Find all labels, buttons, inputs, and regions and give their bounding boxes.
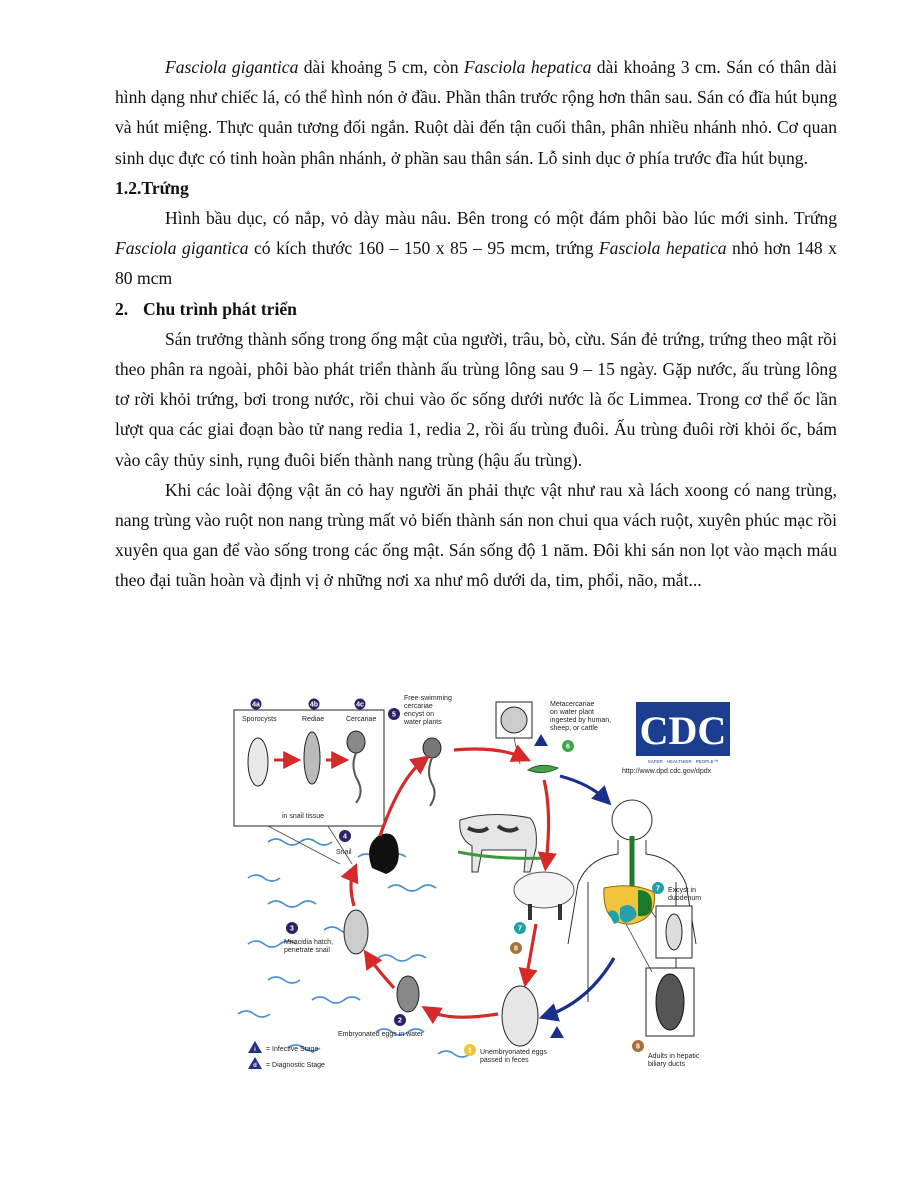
label-metacercariae-3: ingested by human, bbox=[550, 717, 612, 724]
svg-text:8: 8 bbox=[514, 945, 518, 953]
adult-fluke-drawing bbox=[656, 974, 684, 1030]
svg-text:i: i bbox=[254, 1047, 256, 1053]
label-metacercariae-1: Metacercariae bbox=[550, 701, 595, 708]
heading-title: Chu trình phát triển bbox=[143, 298, 297, 319]
label-in-snail-tissue: in snail tissue bbox=[282, 813, 325, 820]
legend-diagnostic-marker bbox=[248, 1057, 262, 1069]
sheep-leg bbox=[558, 904, 562, 920]
paragraph-morphology bbox=[115, 52, 837, 173]
svg-text:7: 7 bbox=[656, 885, 660, 893]
stage-badge-5 bbox=[388, 708, 400, 720]
stage-badge-7-left bbox=[514, 922, 526, 934]
stage-badge-4b bbox=[309, 699, 320, 710]
cycle-arrows bbox=[351, 749, 614, 1017]
svg-text:d: d bbox=[253, 1063, 257, 1069]
svg-text:8: 8 bbox=[636, 1043, 640, 1051]
metacercaria-drawing bbox=[501, 707, 527, 733]
heading-eggs bbox=[115, 173, 837, 203]
text-span: có kích thước 160 – 150 x 85 – 95 mcm, trứng bbox=[248, 238, 599, 259]
svg-text:6: 6 bbox=[566, 743, 570, 751]
text-span: Hình bầu dục, có nắp, vỏ dày màu nâu. Bên trong có một đám phôi bào lúc mới sinh. Trứng bbox=[165, 208, 837, 229]
species-name: Fasciola gigantica bbox=[115, 238, 249, 259]
unembryonated-egg-drawing bbox=[502, 986, 538, 1046]
species-name: Fasciola hepatica bbox=[598, 238, 727, 259]
document-body bbox=[115, 52, 837, 596]
legend-diagnostic: = Diagnostic Stage bbox=[266, 1062, 325, 1069]
stage-badge-6 bbox=[562, 740, 574, 752]
water-plant-drawing bbox=[528, 765, 558, 772]
label-snail: Snail bbox=[336, 849, 352, 856]
cdc-url: http://www.dpd.cdc.gov/dpdx bbox=[622, 768, 712, 775]
text-span: dài khoảng 5 cm, còn bbox=[298, 57, 464, 77]
stage-badge-1 bbox=[464, 1044, 476, 1056]
svg-text:3: 3 bbox=[290, 925, 294, 933]
label-rediae: Rediae bbox=[302, 716, 325, 723]
label-free-swimming-1: Free-swimming bbox=[404, 695, 452, 702]
heading-number: 1.2. bbox=[115, 177, 142, 198]
svg-text:5: 5 bbox=[392, 711, 396, 719]
label-embryonated: Embryonated eggs in water bbox=[338, 1031, 424, 1038]
label-sporocysts: Sporocysts bbox=[242, 716, 277, 723]
free-cercaria-tail bbox=[429, 758, 435, 806]
sheep-drawing bbox=[514, 872, 574, 908]
stage-badge-8-left bbox=[510, 942, 522, 954]
label-miracidia-1: Miracidia hatch, bbox=[284, 939, 334, 946]
legend-infective: = Infective Stage bbox=[266, 1046, 319, 1053]
miracidium-drawing bbox=[344, 910, 368, 954]
label-free-swimming-2: cercariae bbox=[404, 703, 433, 710]
stage-badge-4 bbox=[339, 830, 351, 842]
label-metacercariae-4: sheep, or cattle bbox=[550, 725, 598, 732]
sheep-leg bbox=[528, 904, 532, 920]
paragraph-eggs bbox=[115, 203, 837, 294]
label-metacercariae-2: on water plant bbox=[550, 709, 594, 716]
svg-text:4c: 4c bbox=[356, 701, 364, 709]
infective-stage-marker bbox=[534, 734, 548, 746]
svg-text:4: 4 bbox=[343, 833, 347, 841]
life-cycle-diagram bbox=[228, 692, 748, 1080]
label-cercariae: Cercariae bbox=[346, 716, 377, 723]
sporocyst-drawing bbox=[248, 738, 268, 786]
stage-badge-8-right bbox=[632, 1040, 644, 1052]
label-excyst-2: duodenum bbox=[668, 895, 702, 902]
label-excyst-1: Excyst in bbox=[668, 887, 697, 894]
stage-badge-4a bbox=[251, 699, 262, 710]
juvenile-fluke-drawing bbox=[666, 914, 682, 950]
redia-drawing bbox=[304, 732, 320, 784]
text-span: nhỏ hơn 148 x 80 mcm bbox=[115, 238, 837, 289]
heading-number: 2. bbox=[115, 298, 129, 319]
svg-text:1: 1 bbox=[468, 1047, 472, 1055]
label-unembryonated-1: Unembryonated eggs bbox=[480, 1049, 547, 1056]
label-adults-2: biliary ducts bbox=[648, 1061, 685, 1068]
cdc-logo-text: CDC bbox=[639, 708, 727, 753]
stage-badge-7-right bbox=[652, 882, 664, 894]
diagnostic-stage-marker bbox=[550, 1026, 564, 1038]
svg-text:2: 2 bbox=[398, 1017, 402, 1025]
heading-title: Trứng bbox=[141, 177, 189, 198]
snail-drawing bbox=[369, 834, 399, 874]
inset-pointer bbox=[514, 738, 520, 764]
species-name: Fasciola hepatica bbox=[463, 57, 592, 77]
stage-badge-3 bbox=[286, 922, 298, 934]
label-unembryonated-2: passed in feces bbox=[480, 1057, 529, 1064]
label-free-swimming-3: encyst on bbox=[404, 711, 434, 718]
paragraph-life-cycle-1: Sán trưởng thành sống trong ống mật của người, trâu, bò, cừu. Sán đẻ trứng, trứng theo mật rồi theo phân ra ngoài, phôi bào phát triển thành ấu trùng lông sau 9 – 15 ngày. Gặp nước, ấu trùng lông tơ rời khỏi trứng, bơi trong nước, rồi chui vào ốc sống dưới nước là ốc Limmea. Trong cơ thể ốc lần lượt qua các giai đoạn bào tử nang redia 1, redia 2, rồi ấu trùng đuôi. Ấu trùng đuôi rời khỏi ốc, bám vào cây thủy sinh, rụng đuôi biến thành nang trùng (hậu ấu trùng). bbox=[115, 328, 837, 470]
text-span: dài khoảng 3 cm. Sán có thân dài hình dạng như chiếc lá, có thể hình nón ở đầu. Phần thân trước rộng hơn thân sau. Sán có đĩa hút bụng và hút miệng. Thực quản tương đối ngắn. Ruột dài đến tận cuối thân, phân nhiều nhánh nhỏ. Cơ quan sinh dục đực có tinh hoàn phân nhánh, ở phần sau thân sán. Lỗ sinh dục ở phía trước đĩa hút bụng. bbox=[115, 57, 837, 168]
cdc-tagline: SAFER · HEALTHIER · PEOPLE™ bbox=[647, 759, 719, 764]
heading-life-cycle bbox=[115, 294, 837, 324]
cercaria-drawing bbox=[347, 731, 365, 753]
inset-pointer bbox=[268, 826, 340, 864]
species-name: Fasciola gigantica bbox=[165, 57, 299, 77]
label-free-swimming-4: water plants bbox=[404, 719, 442, 726]
free-cercaria-drawing bbox=[423, 738, 441, 758]
inset-pointer bbox=[626, 924, 652, 972]
svg-text:4a: 4a bbox=[252, 701, 260, 709]
legend-infective-marker bbox=[248, 1041, 262, 1053]
svg-text:7: 7 bbox=[518, 925, 522, 933]
label-miracidia-2: penetrate snail bbox=[284, 947, 330, 954]
stage-badge-2 bbox=[394, 1014, 406, 1026]
embryonated-egg-drawing bbox=[397, 976, 419, 1012]
svg-text:4b: 4b bbox=[309, 701, 319, 709]
label-adults-1: Adults in hepatic bbox=[648, 1053, 700, 1060]
paragraph-life-cycle-2: Khi các loài động vật ăn cỏ hay người ăn phải thực vật như rau xà lách xoong có nang trùng, nang trùng vào ruột non nang trùng mất vỏ biến thành sán non chui qua vách ruột, xuyên phúc mạc rồi xuyên qua gan để vào sống trong các ống mật. Sán sống độ 1 năm. Đôi khi sán non lọt vào mạch máu theo đại tuần hoàn và định vị ở những nơi xa như mô dưới da, tim, phổi, não, mắt... bbox=[115, 479, 837, 591]
stage-badge-4c bbox=[355, 699, 366, 710]
life-cycle-figure bbox=[228, 692, 748, 1080]
cattle-drawing bbox=[460, 814, 537, 872]
legend bbox=[248, 1041, 325, 1069]
